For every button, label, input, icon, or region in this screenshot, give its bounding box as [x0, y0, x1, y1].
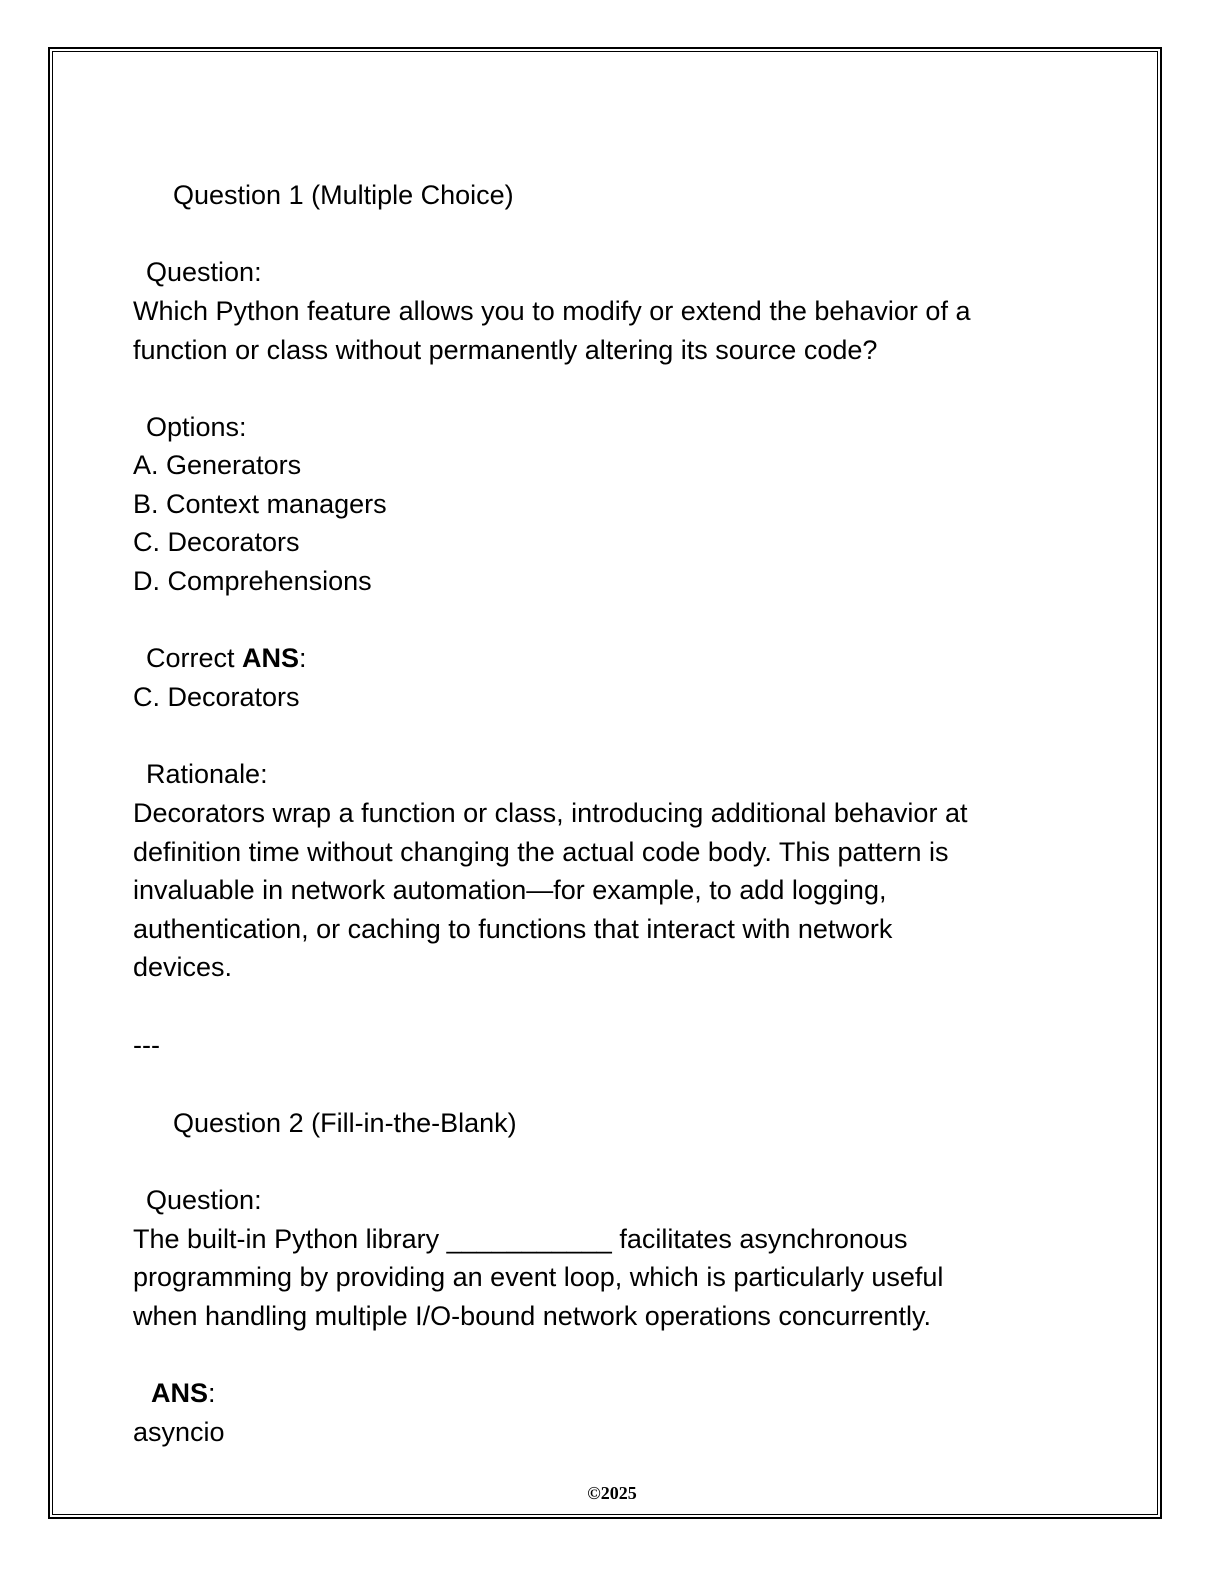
question1-answer: C. Decorators	[133, 682, 300, 712]
option-a: A. Generators	[133, 450, 302, 480]
question2-text-line-3: when handling multiple I/O-bound network operations concurrently.	[133, 1301, 931, 1331]
rationale-line-4: authentication, or caching to functions that interact with network	[133, 914, 893, 944]
rationale-label: Rationale:	[146, 759, 268, 789]
ans-bold: ANS	[151, 1378, 209, 1408]
correct-ans-bold: ANS	[242, 643, 300, 673]
option-d: D. Comprehensions	[133, 566, 372, 596]
question1-text-line-1: Which Python feature allows you to modify or extend the behavior of a	[133, 296, 971, 326]
question1-text-line-2: function or class without permanently altering its source code?	[133, 335, 878, 365]
question2-answer: asyncio	[133, 1417, 225, 1447]
question1-label: Question:	[146, 257, 262, 287]
correct-answer-label	[146, 642, 307, 674]
question2-label: Question:	[146, 1185, 262, 1215]
rationale-line-3: invaluable in network automation—for example, to add logging,	[133, 875, 887, 905]
question2-text-line-2: programming by providing an event loop, which is particularly useful	[133, 1262, 944, 1292]
correct-prefix: Correct	[146, 643, 243, 673]
options-label: Options:	[146, 412, 247, 442]
rationale-line-2: definition time without changing the actual code body. This pattern is	[133, 837, 949, 867]
option-b: B. Context managers	[133, 489, 387, 519]
ans-label	[151, 1377, 216, 1409]
option-c: C. Decorators	[133, 527, 300, 557]
question2-text-line-1: The built-in Python library ___________ facilitates asynchronous	[133, 1224, 908, 1254]
ans-colon: :	[208, 1378, 216, 1408]
correct-colon: :	[299, 643, 307, 673]
copyright-footer: ©2025	[587, 1483, 637, 1503]
question1-heading: Question 1 (Multiple Choice)	[173, 180, 514, 210]
separator: ---	[133, 1030, 160, 1060]
question2-heading: Question 2 (Fill-in-the-Blank)	[173, 1108, 517, 1138]
rationale-line-5: devices.	[133, 952, 233, 982]
rationale-line-1: Decorators wrap a function or class, introducing additional behavior at	[133, 798, 968, 828]
